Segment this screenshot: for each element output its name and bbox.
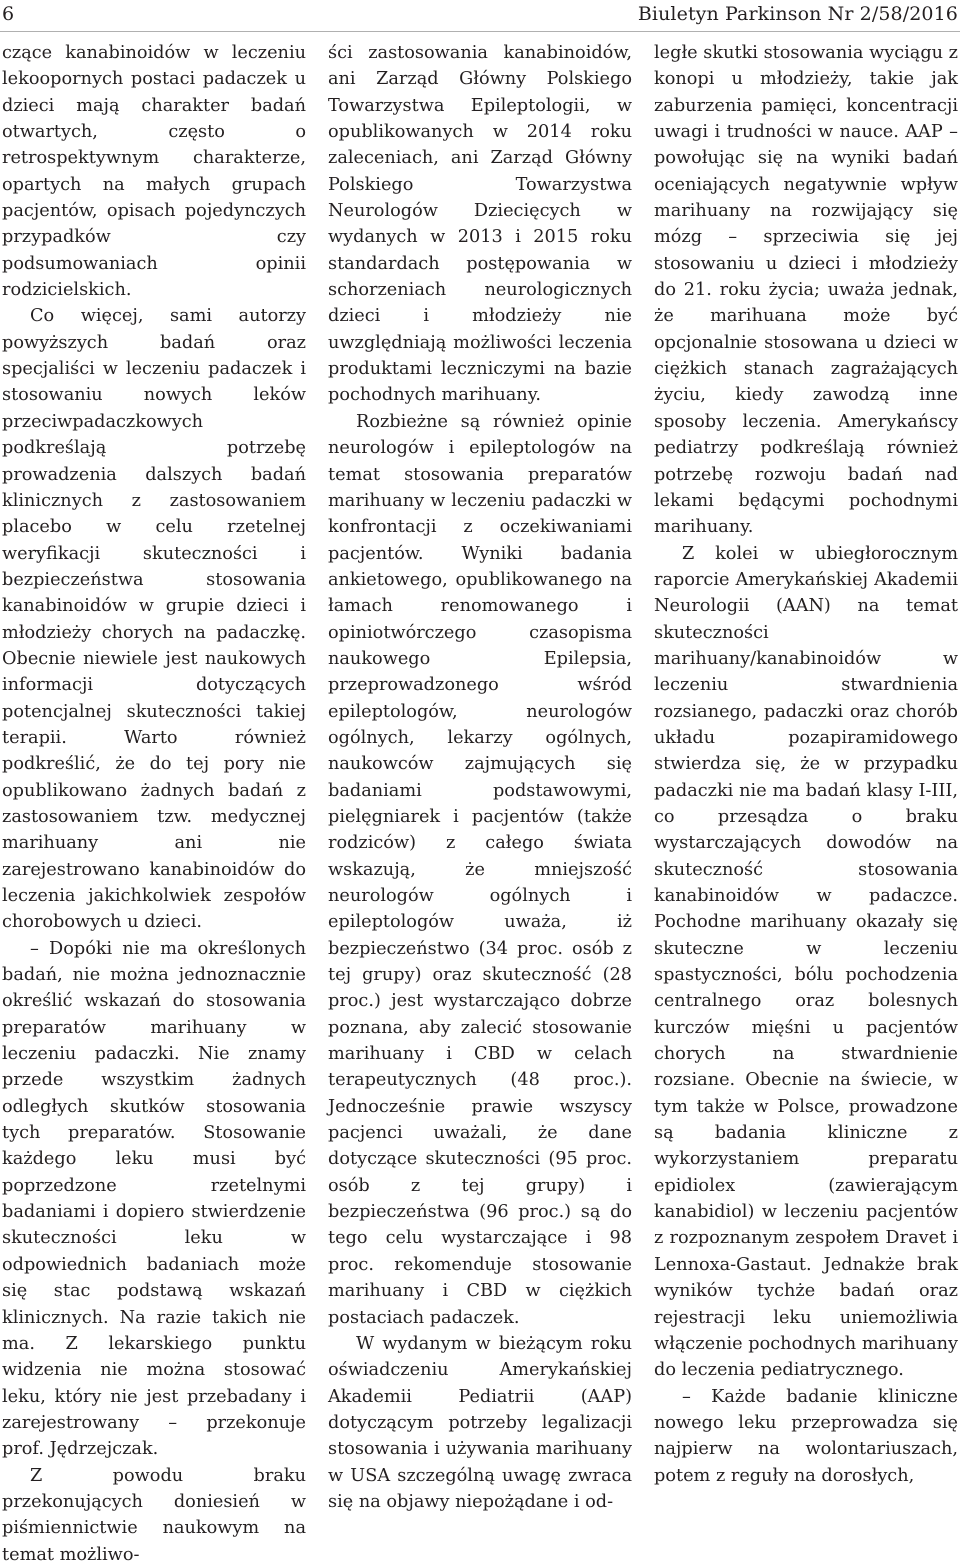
text-column-2 — [328, 40, 632, 1512]
text-column-1 — [2, 40, 306, 1565]
paragraph: Co więcej, sami autorzy powyższych badań oraz specjaliści w leczeniu padaczek i stosowaniu nowych leków przeciwpadaczkowych podkreślają potrzebę prowadzenia dalszych badań klinicznych z zastosowaniem placebo w celu rzetelnej weryfikacji skuteczności i bezpieczeństwa stosowania kanabinoidów w grupie dzieci i młodzieży chorych na padaczkę. Obecnie niewiele jest naukowych informacji dotyczących potencjalnej skuteczności takiej terapii. Warto również podkreślić, że do tej pory nie opublikowano żadnych badań z zastosowaniem tzw. medycznej marihuany ani nie zarejestrowano kanabinoidów do leczenia jakichkolwiek zespołów chorobowych u dzieci. — [2, 306, 306, 933]
paragraph: czące kanabinoidów w leczeniu lekoopornych postaci padaczek u dzieci mają charakter badań otwartych, często o retrospektywnym charakterze, opartych na małych grupach pacjentów, opisach pojedynczych przypadków czy podsumowaniach opinii rodzicielskich. — [2, 43, 306, 301]
paragraph: – Dopóki nie ma określonych badań, nie można jednoznacznie określić wskazań do stosowania preparatów marihuany w leczeniu padaczki. Nie znamy przede wszystkim żadnych odległych skutków stosowania tych preparatów. Stosowanie każdego leku musi być poprzedzone rzetelnymi badaniami i dopiero stwierdzenie skuteczności leku w odpowiednich badaniach może się stac podstawą wskazań klinicznych. Na razie takich nie ma. Z lekarskiego punktu widzenia nie można stosować leku, który nie jest przebadany i zarejestrowany – przekonuje prof. Jędrzejczak. — [2, 938, 306, 1460]
paragraph: Z kolei w ubiegłorocznym raporcie Amerykańskiej Akademii Neurologii (AAN) na temat skuteczności marihuany/kanabinoidów w leczeniu stwardnienia rozsianego, padaczki oraz chorób układu pozapiramidowego stwierdza się, że w przypadku padaczki nie ma badań klasy I-III, co przesądza o braku wystarczających dowodów na skuteczność stosowania kanabinoidów w padaczce. Pochodne marihuany okazały się skuteczne w leczeniu spastyczności, bólu pochodzenia centralnego oraz bolesnych kurczów mięśni u pacjentów chorych na stwardnienie rozsiane. Obecnie na świecie, w tym także w Polsce, prowadzone są badania kliniczne z wykorzystaniem preparatu epidiolex (zawierającym kanabidiol) w leczeniu pacjentów z rozpoznanym zespołem Dravet i Lennoxa-Gastaut. Jednakże brak wyników tychże badań oraz rejestracji leku uniemożliwia włączenie pochodnych marihuany do leczenia pediatrycznego. — [654, 543, 958, 1381]
paragraph: ści zastosowania kanabinoidów, ani Zarząd Główny Polskiego Towarzystwa Epileptologii, w opublikowanych w 2014 roku zaleceniach, ani Zarząd Główny Polskiego Towarzystwa Neurologów Dziecięcych w wydanych w 2013 i 2015 roku standardach postępowania w schorzeniach neurologicznych dzieci i młodzieży nie uwzględniają możliwości leczenia produktami leczniczymi na bazie pochodnych marihuany. — [328, 43, 632, 406]
paragraph: W wydanym w bieżącym roku oświadczeniu Amerykańskiej Akademii Pediatrii (AAP) dotyczącym potrzeby legalizacji stosowania i używania marihuany w USA szczególną uwagę zwraca się na objawy niepożądane i od- — [328, 1333, 632, 1512]
paragraph: – Każde badanie kliniczne nowego leku przeprowadza się najpierw na wolontariuszach, potem z reguły na dorosłych, — [654, 1386, 958, 1486]
text-column-3 — [654, 40, 958, 1486]
page-number: 6 — [2, 3, 15, 25]
paragraph: ległe skutki stosowania wyciągu z konopi u młodzieży, takie jak zaburzenia pamięci, koncentracji uwagi i trudności w nauce. AAP – powołując się na wyniki badań oceniających negatywnie wpływ marihuany na rozwijający się mózg – sprzeciwia się jej stosowaniu u dzieci i młodzieży do 21. roku życia; uważa jednak, że marihuana może być opcjonalnie stosowana u dzieci w ciężkich stanach zagrażających życiu, kiedy zawodzą inne sposoby leczenia. Amerykańscy pediatrzy podkreślają również potrzebę rozwoju badań nad lekami będącymi pochodnymi marihuany. — [654, 43, 958, 538]
paragraph: Z powodu braku przekonujących doniesień w piśmiennictwie naukowym na temat możliwo- — [2, 1465, 306, 1565]
page-header — [0, 0, 960, 32]
paragraph: Rozbieżne są również opinie neurologów i epileptologów na temat stosowania preparatów marihuany w leczeniu padaczki w konfrontacji z oczekiwaniami pacjentów. Wyniki badania ankietowego, opublikowanego na łamach renomowanego i opiniotwórczego czasopisma naukowego Epilepsia, przeprowadzonego wśród epileptologów, neurologów ogólnych, lekarzy ogólnych, naukowców zajmujących się badaniami podstawowymi, pielęgniarek i pacjentów (także rodziców) z całego świata wskazują, że mniejszość neurologów ogólnych i epileptologów uważa, iż bezpieczeństwo (34 proc. osób z tej grupy) oraz skuteczność (28 proc.) jest wystarczająco dobrze poznana, aby zalecić stosowanie marihuany i CBD w celach terapeutycznych (48 proc.). Jednocześnie prawie wszyscy pacjenci uważali, że dane dotyczące skuteczności (95 proc. osób z tej grupy) i bezpieczeństwa (96 proc.) są do tego celu wystarczające i 98 proc. rekomenduje stosowanie marihuany i CBD w ciężkich postaciach padaczek. — [328, 411, 632, 1328]
journal-title: Biuletyn Parkinson Nr 2/58/2016 — [637, 3, 958, 25]
